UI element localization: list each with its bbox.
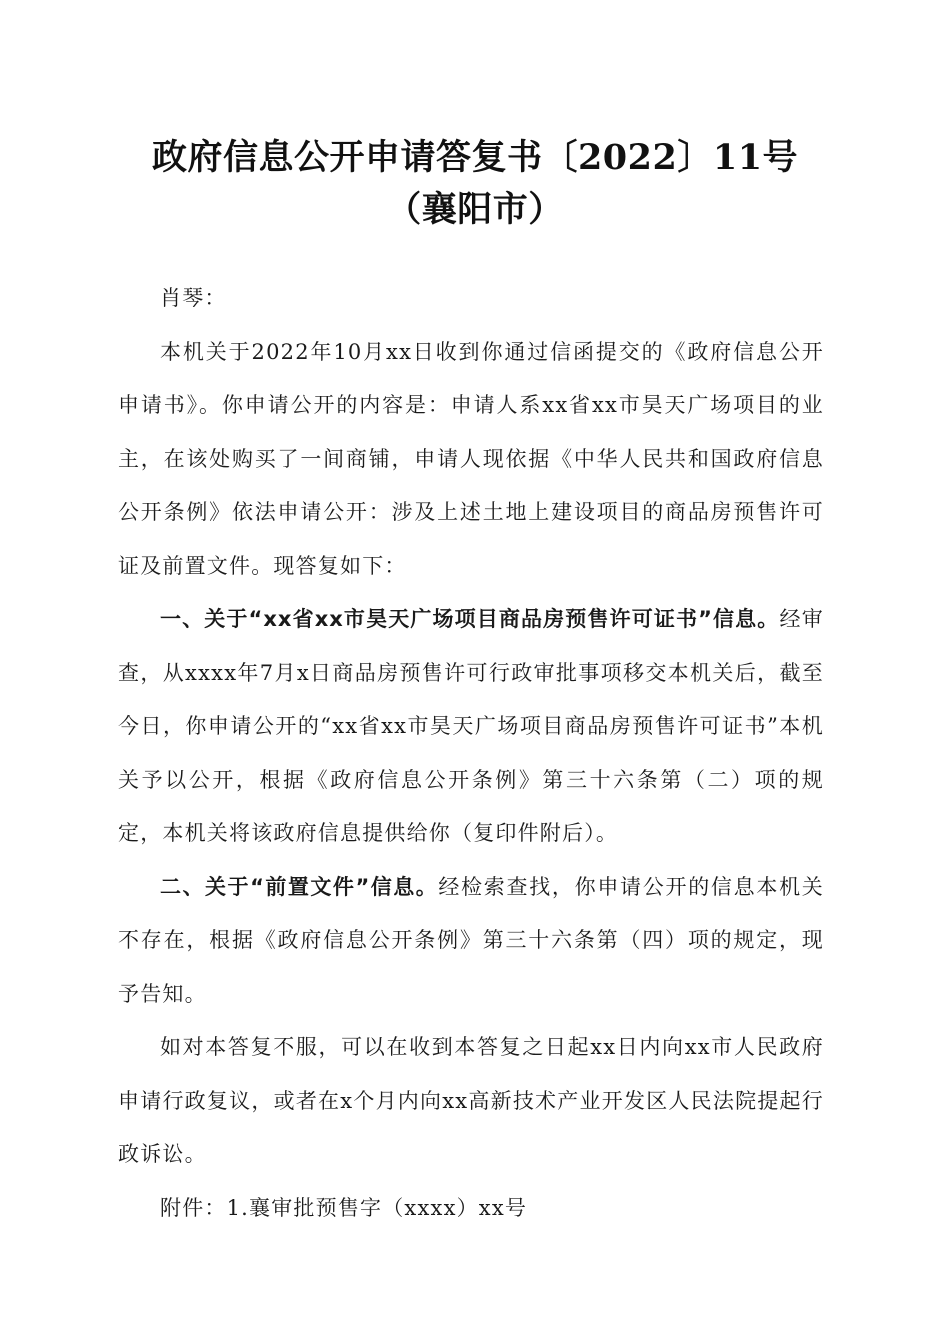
section-2-paragraph bbox=[118, 861, 824, 1022]
appeal-paragraph: 如对本答复不服，可以在收到本答复之日起xx日内向xx市人民政府申请行政复议，或者在x个月内向xx高新技术产业开发区人民法院提起行政诉讼。 bbox=[118, 1035, 824, 1166]
section-1-paragraph bbox=[118, 593, 824, 861]
salutation: 肖琴： bbox=[160, 286, 227, 310]
document-body bbox=[118, 272, 824, 1235]
section-1-heading: 一、关于“xx省xx市昊天广场项目商品房预售许可证书”信息。 bbox=[160, 607, 780, 631]
section-2-body: 经检索查找，你申请公开的信息本机关不存在，根据《政府信息公开条例》第三十六条第（四）项的规定，现予告知。 bbox=[118, 874, 824, 1006]
section-2-heading: 二、关于“前置文件”信息。 bbox=[160, 874, 439, 899]
section-1-body: 经审查，从xxxx年7月x日商品房预售许可行政审批事项移交本机关后，截至今日，你申请公开的“xx省xx市昊天广场项目商品房预售许可证书”本机关予以公开，根据《政府信息公开条例》第三十六条第（二）项的规定，本机关将该政府信息提供给你（复印件附后）。 bbox=[118, 607, 824, 845]
intro-paragraph: 本机关于2022年10月xx日收到你通过信函提交的《政府信息公开申请书》。你申请公开的内容是：申请人系xx省xx市昊天广场项目的业主，在该处购买了一间商铺，申请人现依据《中华人民共和国政府信息公开条例》依法申请公开：涉及上述土地上建设项目的商品房预售许可证及前置文件。现答复如下： bbox=[118, 339, 824, 578]
attachment-line: 附件：1.襄审批预售字（xxxx）xx号 bbox=[160, 1195, 528, 1220]
document-title: 政府信息公开申请答复书〔2022〕11号（襄阳市） bbox=[151, 137, 799, 230]
